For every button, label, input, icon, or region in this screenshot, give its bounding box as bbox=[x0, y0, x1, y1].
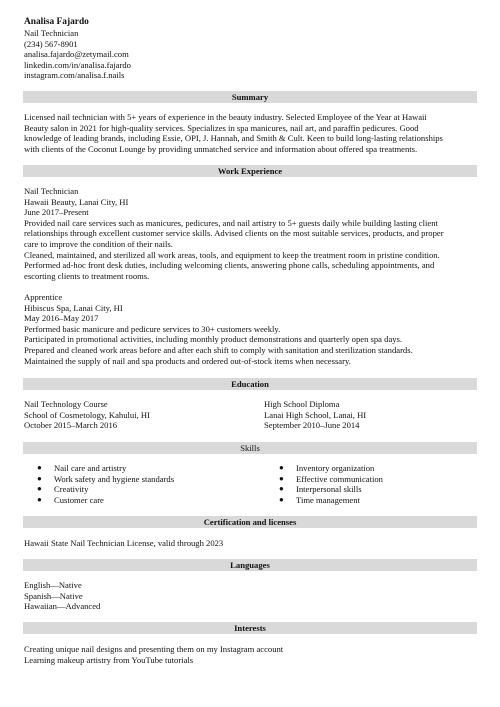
skill-label: Creativity bbox=[54, 484, 89, 495]
job-description-line: Performed ad-hoc front desk duties, including welcoming clients, answering phone calls, scheduling appointments, and bbox=[24, 260, 435, 271]
certification-item: Hawaii State Nail Technician License, valid through 2023 bbox=[24, 538, 224, 548]
education-dates: October 2015–March 2016 bbox=[24, 420, 118, 431]
job-description-line: Performed basic manicure and pedicure services to 30+ customers weekly. bbox=[24, 323, 281, 334]
job-entry bbox=[24, 292, 476, 366]
bullet-icon: ● bbox=[279, 463, 284, 472]
bullet-icon: ● bbox=[37, 484, 42, 494]
bullet-icon: ● bbox=[279, 484, 284, 494]
skill-item bbox=[279, 484, 383, 495]
skills-list-right bbox=[279, 463, 383, 505]
languages-list bbox=[24, 580, 476, 612]
section-header-education: Education bbox=[23, 378, 477, 390]
skill-item bbox=[279, 463, 383, 474]
language-item: Spanish—Native bbox=[24, 590, 83, 601]
skill-label: Interpersonal skills bbox=[296, 484, 362, 495]
job-company: Hawaii Beauty, Lanai City, HI bbox=[24, 196, 129, 207]
skill-item bbox=[279, 494, 383, 506]
bullet-icon: ● bbox=[279, 473, 284, 483]
email-address: analisa.fajardo@zetymail.com bbox=[24, 49, 129, 60]
skill-label: Work safety and hygiene standards bbox=[54, 473, 175, 484]
skill-label: Inventory organization bbox=[296, 463, 375, 473]
job-description-line: Provided nail care services such as manicures, pedicures, and nail artistry to 5+ guests daily while building lasting client bbox=[24, 217, 438, 228]
job-title: Nail Technician bbox=[24, 186, 79, 196]
education-degree: High School Diploma bbox=[264, 399, 340, 409]
job-dates: June 2017–Present bbox=[24, 207, 89, 218]
skill-label: Customer care bbox=[54, 494, 104, 505]
summary-line: with clients of the Coconut Lounge by providing unmatched service and information about offered spa treatments. bbox=[24, 143, 418, 154]
job-title: Apprentice bbox=[24, 291, 63, 302]
job-description-line: Prepared and cleaned work areas before and after each shift to comply with sanitation and sterilization standards. bbox=[24, 344, 413, 355]
section-header-skills: Skills bbox=[23, 442, 477, 454]
linkedin-url: linkedin.com/in/analisa.fajardo bbox=[24, 59, 131, 70]
skill-label: Nail care and artistry bbox=[54, 463, 127, 473]
language-item: Hawaiian—Advanced bbox=[24, 601, 101, 612]
section-header-certification: Certification and licenses bbox=[23, 516, 477, 528]
bullet-icon: ● bbox=[37, 473, 42, 483]
job-dates: May 2016–May 2017 bbox=[24, 313, 99, 324]
education-school: Lanai High School, Lanai, HI bbox=[264, 409, 367, 420]
section-header-languages: Languages bbox=[23, 559, 477, 571]
job-description-line: care to improve the condition of their nails. bbox=[24, 238, 173, 249]
section-header-summary: Summary bbox=[23, 91, 477, 103]
bullet-icon: ● bbox=[37, 494, 42, 504]
skill-item bbox=[37, 494, 174, 506]
job-title: Nail Technician bbox=[24, 28, 79, 38]
interest-item: Creating unique nail designs and presenting them on my Instagram account bbox=[24, 644, 284, 654]
job-company: Hibiscus Spa, Lanai City, HI bbox=[24, 302, 123, 313]
job-description-line: escorting clients to treatment rooms. bbox=[24, 270, 150, 281]
interest-item: Learning makeup artistry from YouTube tutorials bbox=[24, 654, 194, 665]
instagram-url: instagram.com/analisa.f.nails bbox=[24, 70, 125, 81]
language-item: English—Native bbox=[24, 580, 82, 590]
candidate-name: Analisa Fajardo bbox=[24, 17, 89, 27]
certification-list bbox=[24, 538, 476, 549]
job-entry bbox=[24, 186, 476, 281]
job-description-line: Maintained the supply of nail and spa products and ordered out-of-stock items when necessary. bbox=[24, 355, 351, 366]
bullet-icon: ● bbox=[279, 494, 284, 504]
education-dates: September 2010–June 2014 bbox=[264, 420, 360, 431]
work-experience-list bbox=[24, 186, 476, 366]
job-description-line: Cleaned, maintained, and sterilized all work areas, tools, and equipment to keep the treatment room in pristine condition. bbox=[24, 249, 440, 260]
skill-label: Effective communication bbox=[296, 473, 383, 484]
job-description-line: Participated in promotional activities, including monthly product demonstrations and quarterly open spa days. bbox=[24, 334, 403, 345]
skill-item bbox=[279, 473, 383, 485]
education-degree: Nail Technology Course bbox=[24, 399, 108, 409]
skill-label: Time management bbox=[296, 494, 360, 505]
phone-number: (234) 567-8901 bbox=[24, 38, 78, 49]
skill-item bbox=[37, 463, 174, 474]
bullet-icon: ● bbox=[37, 463, 42, 472]
skills-list-left bbox=[37, 463, 175, 505]
job-description-line: relationships through excellent customer service skills. Advised clients on the most suitable services, products, and proper bbox=[24, 228, 444, 239]
contact-header bbox=[24, 17, 131, 81]
skill-item bbox=[37, 484, 174, 495]
education-school: School of Cosmetology, Kahului, HI bbox=[24, 409, 150, 420]
interests-list bbox=[24, 644, 476, 665]
education-entry-left bbox=[24, 399, 150, 431]
section-header-interests: Interests bbox=[23, 622, 477, 634]
summary-line: Beauty salon in 2021 for high-quality services. Specializes in spa manicures, nail art, and paraffin pedicures. Good bbox=[24, 122, 419, 133]
summary-line: Licensed nail technician with 5+ years of experience in the beauty industry. Selected Employee of the Year at Hawaii bbox=[24, 112, 427, 122]
education-entry-right bbox=[264, 399, 366, 431]
section-header-work-experience: Work Experience bbox=[23, 165, 477, 177]
skill-item bbox=[37, 473, 175, 485]
summary-line: knowledge of leading brands, including Essie, OPI, J. Hannah, and Smith & Cult. Keen to build long-lasting relationships bbox=[24, 133, 443, 144]
summary-text bbox=[24, 112, 476, 154]
